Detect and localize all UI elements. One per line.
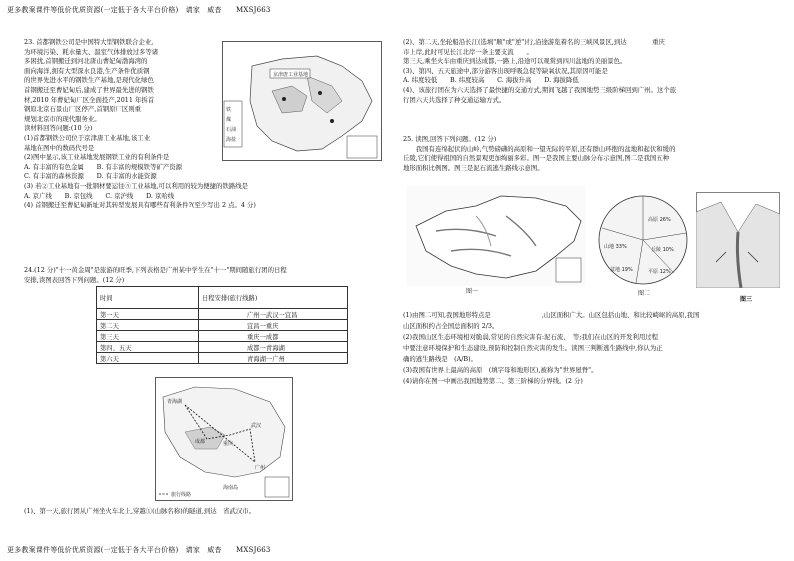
table-cell: 宜昌一重庆 bbox=[199, 320, 348, 331]
text-line: 25. 读图,回答下列问题。(12 分) bbox=[403, 135, 497, 143]
text-line: 行团六天共选择了种交通运输方式。 bbox=[403, 95, 506, 104]
text-line: A. 京广线 B. 京包线 C. 京沪线 D. 京哈线 bbox=[24, 191, 175, 200]
table-cell: 广州一武汉一宜昌 bbox=[199, 309, 348, 320]
question-24-continued bbox=[403, 38, 781, 105]
text-line: (3)我国有世界上最高的高原 (填字母和地形区),被称为"世界屋脊"。 bbox=[403, 366, 598, 374]
label-guangzhou: 广州 bbox=[255, 465, 266, 471]
table-cell: 第六天 bbox=[97, 353, 199, 364]
fig1-mountain-map bbox=[406, 186, 586, 286]
label-hainan: 海南岛 bbox=[223, 485, 239, 491]
table-row bbox=[97, 342, 348, 353]
q24-subquestion-1 bbox=[24, 507, 384, 517]
text-line: 为环境污染、耗水量大、温室气体排放过多等诸 bbox=[24, 47, 159, 56]
table-row bbox=[97, 309, 348, 320]
question-25-subquestions bbox=[403, 310, 781, 387]
pie-label-plateau: 高原 26% bbox=[648, 217, 671, 223]
text-line: 首钢搬迁至曹妃甸后,建成了世界最先进的钢铁 bbox=[24, 85, 154, 94]
text-line: C. 有丰富的森林资源 D. 有丰富的水能资源 bbox=[24, 172, 157, 181]
table-header-cell: 日程安排(旅行线路) bbox=[199, 287, 348, 309]
question-24-intro bbox=[24, 266, 379, 285]
label-qinghai-lake: 青海湖 bbox=[167, 399, 183, 405]
legend-iron: 铁 bbox=[226, 107, 232, 113]
q24-route-map bbox=[155, 377, 293, 501]
fig2-landform-pie bbox=[596, 193, 690, 287]
pie-label-plain: 平原 12% bbox=[648, 269, 671, 275]
text-line: 材,2010 年曹妃甸厂区全面投产,2011 年拆首 bbox=[24, 95, 155, 104]
text-line: (3)、第四、五天旅途中,部分游客出现呼吸急促等缺氧状况,其原因可能是 bbox=[403, 66, 608, 75]
table-row bbox=[97, 353, 348, 364]
text-line: 中要注意环境保护和生态建设,预防和控制自然灾害的发生。读图三判断逃生路线中,你认为正 bbox=[403, 344, 663, 352]
text-line: (4)请你在图一中画出我国地势第二、第三阶梯的分界线。(2 分) bbox=[403, 377, 583, 385]
text-line: 确的逃生路线是 (A/B)。 bbox=[403, 355, 477, 363]
table-cell: 第二天 bbox=[97, 320, 199, 331]
text-line: (3) 若②工业基地有一批钢材要运往⑤工业基地,可以利用的较为便捷的铁路线是 bbox=[24, 181, 249, 190]
text-line: 23. 首都钢铁公司是中国特大型钢铁联合企业, bbox=[24, 38, 154, 46]
text-line: 多困扰,首钢搬迁到河北唐山曹妃甸渤海湾的 bbox=[24, 57, 148, 66]
legend-coal: 煤 bbox=[226, 117, 232, 123]
table-row bbox=[97, 320, 348, 331]
table-header-row bbox=[97, 287, 348, 309]
map-title: 京津唐工业基地 bbox=[273, 72, 309, 78]
text-line: 丘陵,它们使得祖国的自然景观更加绚丽多彩。图一是我国主要山脉分布示意图,图二是我国五种 bbox=[403, 154, 670, 163]
label-chongqing: 重庆 bbox=[223, 441, 234, 447]
text-line: (1)由图二可知,我国地形特点是 ,山区面积广大。山区包括山地、和比较崎岖的高原,我国 bbox=[403, 311, 700, 319]
table-cell: 第三天 bbox=[97, 331, 199, 342]
fig3-mudslide-diagram bbox=[696, 192, 780, 288]
label-wuhan: 武汉 bbox=[251, 423, 262, 429]
text-line: 我国有连绵起伏的山岭,气势磅礴的高原和一望无际的平原,还有群山环抱的盆地和起伏和缓的 bbox=[403, 144, 676, 153]
pie-label-mountain: 山地 33% bbox=[604, 244, 627, 250]
pie-label-hill: 丘陵 10% bbox=[651, 247, 674, 253]
legend-salt: 海盐 bbox=[226, 137, 237, 143]
q23-intro bbox=[24, 38, 214, 134]
text-line: (2)我国山区生态环境相对脆弱,常见的自然灾害有:泥石流、 等;我们在山区的开发利用过程 bbox=[403, 333, 659, 341]
question-25-intro bbox=[403, 135, 781, 173]
label-chengdu: 成都 bbox=[195, 439, 206, 445]
legend-oil: 石油 bbox=[226, 127, 237, 133]
q23-industrial-map bbox=[222, 41, 382, 161]
table-row bbox=[97, 331, 348, 342]
fig3-caption: 图三 bbox=[740, 296, 753, 303]
legend-route: 旅行线路 bbox=[171, 492, 192, 498]
text-line: A. 有丰富的有色金属 B. 有丰富的规模铁等矿产资源 bbox=[24, 162, 183, 171]
text-line: (4)、该旅行团在为六天选择了最快捷的交通方式,期间飞越了我国地势三级阶梯回到广州。这个旅 bbox=[403, 85, 677, 94]
text-line: 规划北京市的现代服务业。 bbox=[24, 114, 101, 123]
table-cell: 第四、五天 bbox=[97, 342, 199, 353]
text-line: (4) 首钢搬迁至曹妃甸新址对其转型发展具有哪些有利条件?(至少写出 2 点。4 分) bbox=[24, 201, 256, 210]
text-line: A. 纬度较低 B. 纬度较高 C. 海拔升高 D. 海拔降低 bbox=[403, 76, 579, 85]
itinerary-table bbox=[96, 286, 348, 364]
text-line: 的世界先进水平的钢铁生产基地,是现代化绿色 bbox=[24, 76, 154, 85]
table-cell: 成都一青海湖 bbox=[199, 342, 348, 353]
text-line: 地形面积比例图。图三是泥石流逃生路线示意图。 bbox=[403, 163, 544, 172]
fig2-caption: 图二 bbox=[638, 290, 651, 297]
text-line: 安排,读图表回答下列问题。(12 分) bbox=[24, 275, 125, 284]
text-line: 面向海洋,拥有大型深水良港,生产条件优质钢 bbox=[24, 66, 150, 75]
text-line: (2)图中显示,该工业基地发展钢铁工业的有利条件是 bbox=[24, 153, 170, 162]
page-header: 更多教案课件等低价优质资源(一定低于各大平台价格) 请家 威杳 MXSJ663 bbox=[7, 6, 271, 14]
text-line: (2)、第二天,坐轮船沿长江(选填"顺"或"逆")行,沿途游览着名的三峡风景区,到达 重庆 bbox=[403, 38, 665, 46]
page-footer: 更多教案课件等低价优质资源(一定低于各大平台价格) 请家 威杳 MXSJ663 bbox=[7, 546, 271, 554]
text-line: 钢原北京石景山厂区停产,首钢原厂区则重 bbox=[24, 105, 142, 114]
pie-label-basin: 盆地 19% bbox=[610, 267, 633, 273]
text-line: 山区面积约占全国总面积的 2/3。 bbox=[403, 322, 499, 330]
table-header-cell: 时间 bbox=[97, 287, 199, 309]
table-cell: 第一天 bbox=[97, 309, 199, 320]
text-line: (1)、第一天,旅行团从广州坐火车北上,穿越①(山脉名称)的隧道,到达 省武汉市。 bbox=[24, 507, 256, 515]
text-line: 读材料回答问题:(10 分) bbox=[24, 124, 93, 133]
table-cell: 重庆一成都 bbox=[199, 331, 348, 342]
text-line: (1)首都钢铁公司位于京津唐工业基地,该工业 bbox=[24, 133, 151, 142]
text-line: 基地在图中的数码代号是 bbox=[24, 143, 95, 152]
text-line: 第三天,乘坐火车由重庆到达成都,一路上,沿途可以观赏到四川盆地的美丽景色。 bbox=[403, 57, 627, 66]
fig1-caption: 图一 bbox=[466, 288, 479, 295]
text-line: 市上岸,此时可见长江北岸一条主要支流 。 bbox=[403, 47, 533, 56]
text-line: 24.(12 分)"十一黄金周"是旅游的旺季,下列表格是广州某中学生在"十一"期间随旅行团的日程 bbox=[24, 266, 287, 274]
table-cell: 青海湖一广州 bbox=[199, 353, 348, 364]
